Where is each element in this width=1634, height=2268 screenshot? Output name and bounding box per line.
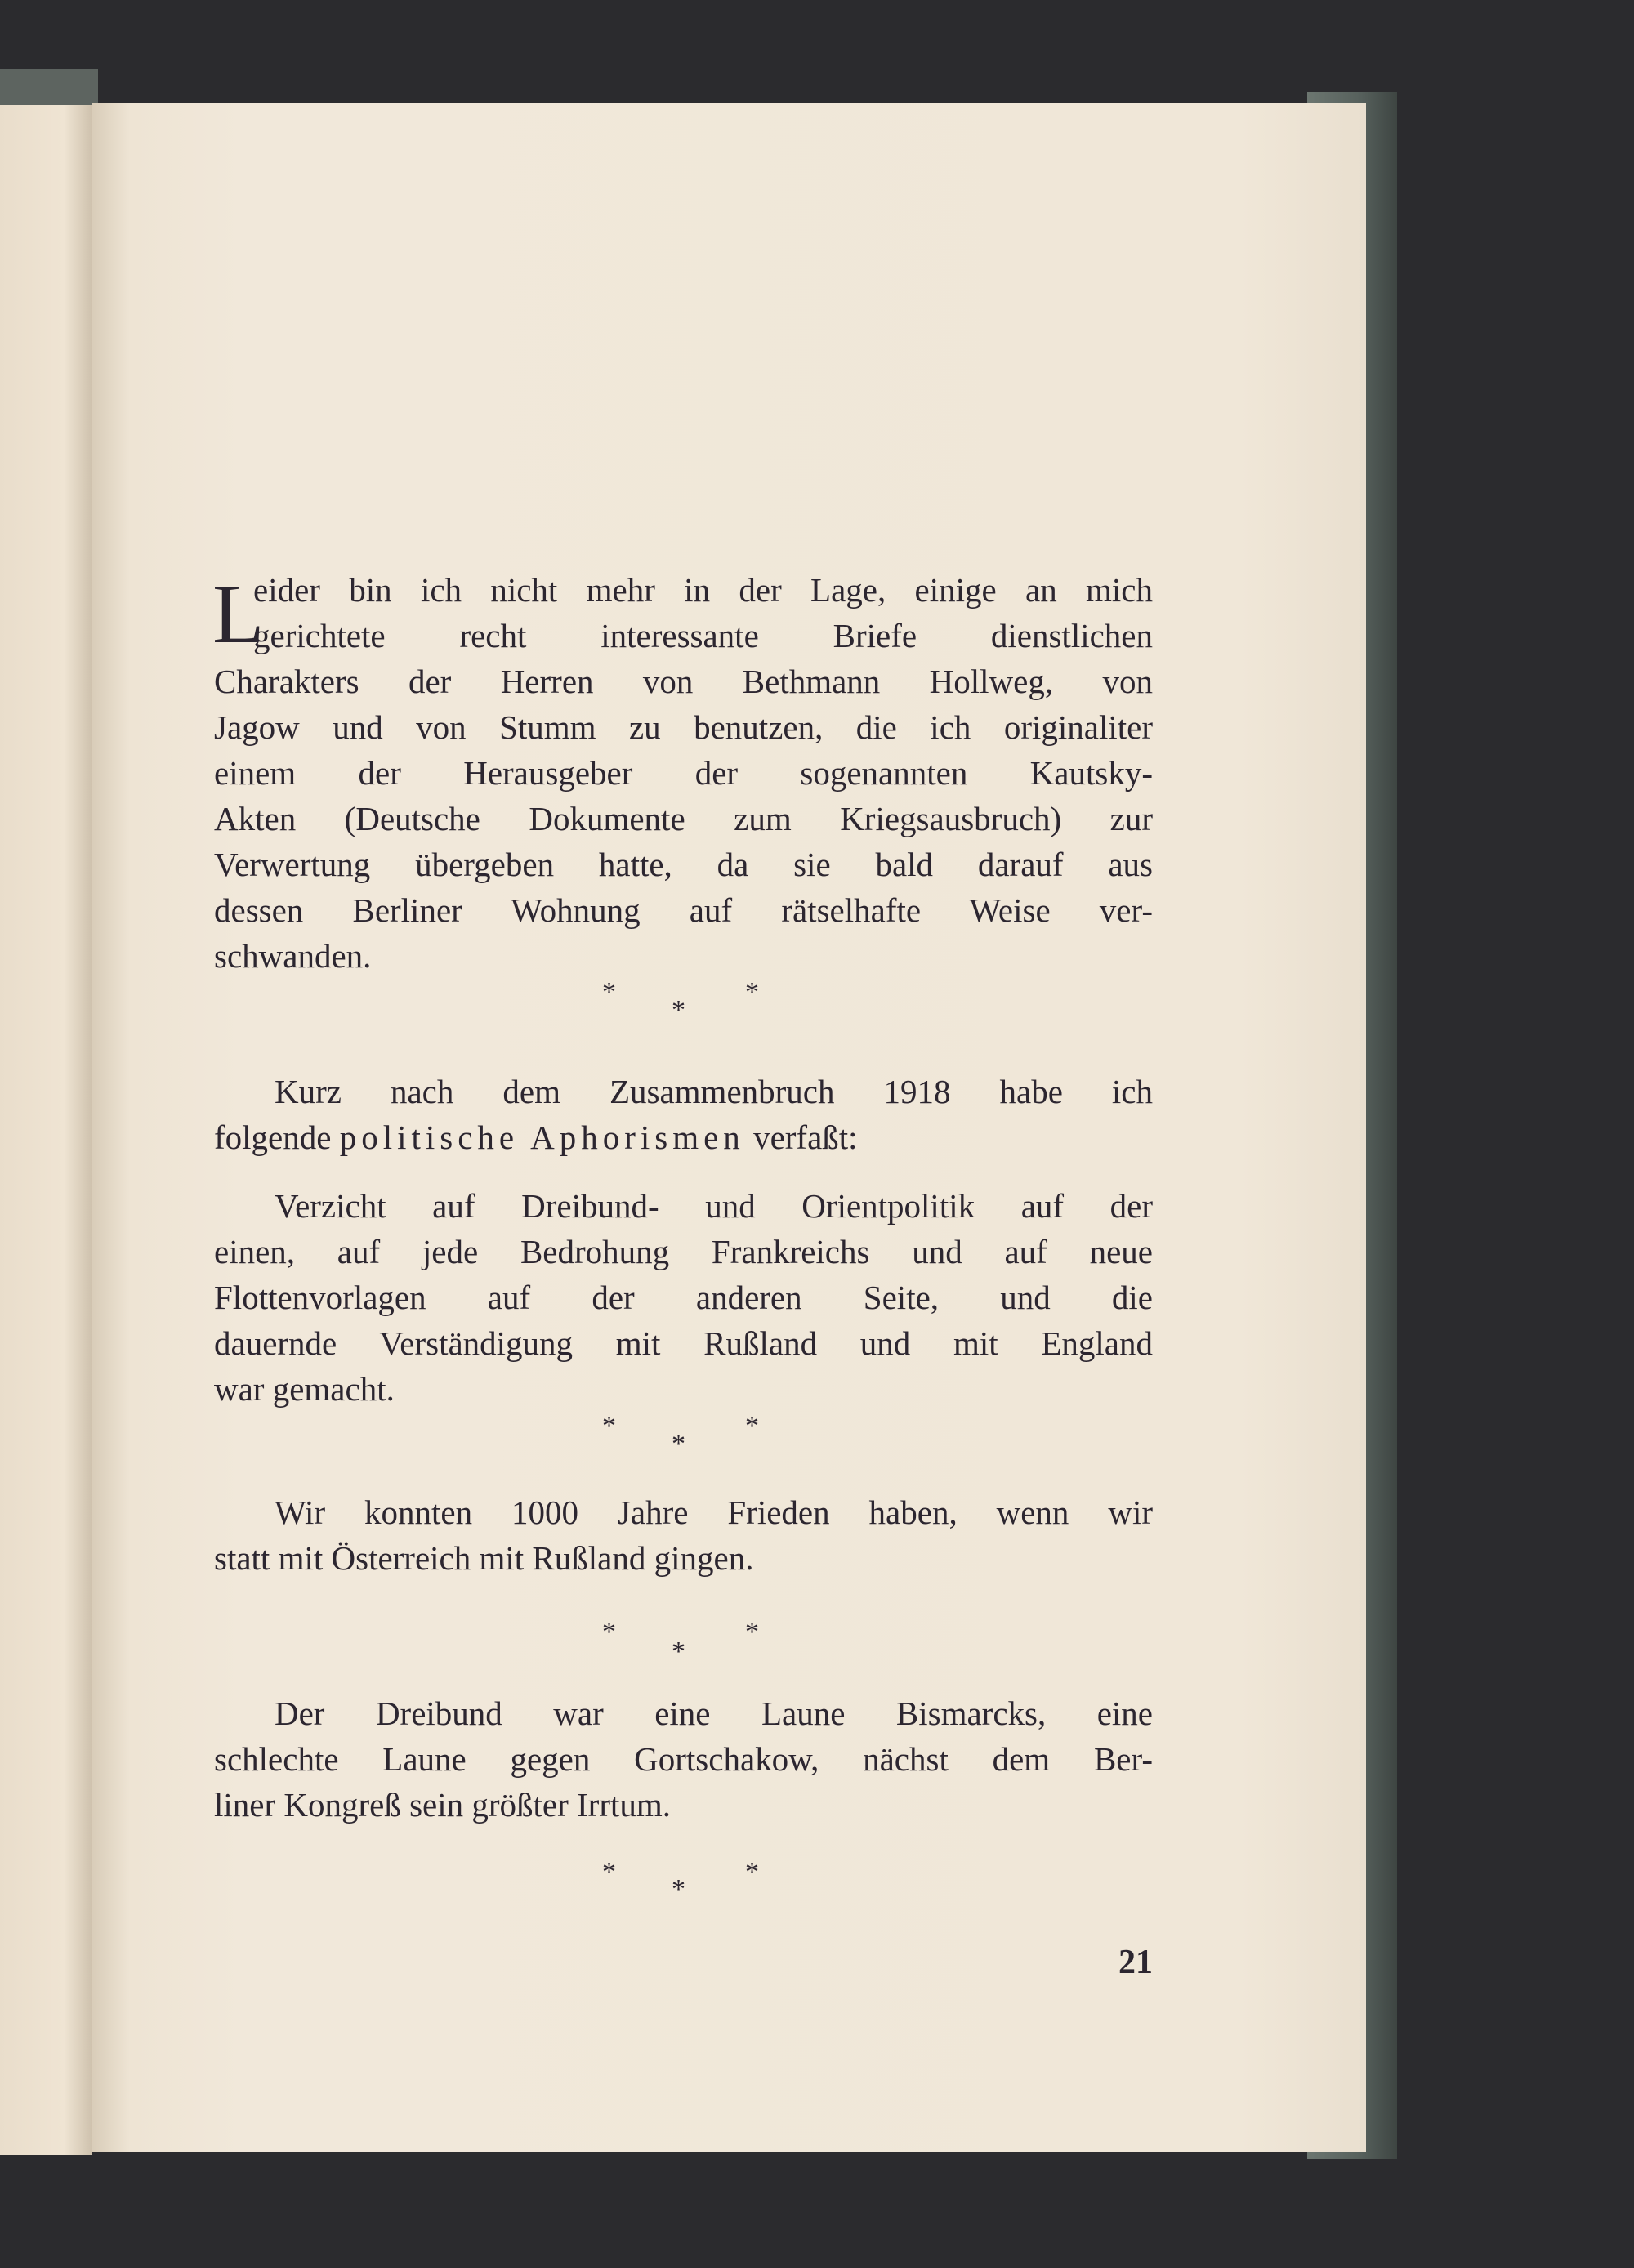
text-line: schwanden. — [214, 937, 372, 975]
text-line: schlechte Laune gegen Gortschakow, nächst dem Ber- — [214, 1740, 1153, 1778]
text-line: Jagow und von Stumm zu benutzen, die ich originaliter — [214, 708, 1153, 746]
text-segment: verfaßt: — [753, 1118, 858, 1156]
paragraph-3 — [214, 1183, 1153, 1412]
text-line: einem der Herausgeber der sogenannten Kautsky- — [214, 754, 1153, 792]
separator-star: * — [745, 977, 759, 1007]
text-line: Charakters der Herren von Bethmann Hollweg, von — [214, 663, 1153, 700]
text-line: Kurz nach dem Zusammenbruch 1918 habe ich — [275, 1073, 1153, 1110]
separator-star: * — [602, 1617, 616, 1647]
paragraph-2 — [214, 1069, 1153, 1160]
spaced-emphasis: politische Aphorismen — [339, 1118, 745, 1156]
left-page-edge — [0, 105, 92, 2155]
text-line: Der Dreibund war eine Laune Bismarcks, eine — [275, 1694, 1153, 1732]
separator-star: * — [672, 1636, 685, 1667]
separator-star: * — [745, 1857, 759, 1887]
text-line: Verwertung übergeben hatte, da sie bald darauf aus — [214, 846, 1153, 883]
text-line: gerichtete recht interessante Briefe dienstlichen — [253, 617, 1153, 654]
text-line: liner Kongreß sein größter Irrtum. — [214, 1786, 672, 1824]
separator-star: * — [602, 977, 616, 1007]
text-line: statt mit Österreich mit Rußland gingen. — [214, 1539, 754, 1577]
text-line: war gemacht. — [214, 1370, 395, 1408]
paragraph-5 — [214, 1690, 1153, 1828]
separator-star: * — [602, 1857, 616, 1887]
separator-star: * — [672, 995, 685, 1025]
separator-star: * — [672, 1429, 685, 1459]
separator-star: * — [745, 1411, 759, 1441]
text-line: dessen Berliner Wohnung auf rätselhafte Weise ver- — [214, 891, 1153, 929]
paragraph-1 — [214, 567, 1153, 979]
book-spine — [0, 69, 98, 106]
drop-cap: L — [212, 567, 265, 661]
text-line: dauernde Verständigung mit Rußland und mit England — [214, 1324, 1153, 1362]
separator-star: * — [672, 1874, 685, 1904]
text-line: Akten (Deutsche Dokumente zum Kriegsausbruch) zur — [214, 800, 1153, 837]
paragraph-4 — [214, 1489, 1153, 1581]
text-segment: folgende — [214, 1118, 332, 1156]
text-line: Verzicht auf Dreibund- und Orientpolitik auf der — [275, 1187, 1153, 1225]
separator-star: * — [602, 1411, 616, 1441]
text-line — [214, 1114, 1153, 1160]
text-line: eider bin ich nicht mehr in der Lage, einige an mich — [253, 571, 1153, 609]
text-line: einen, auf jede Bedrohung Frankreichs und auf neue — [214, 1233, 1153, 1270]
page-number: 21 — [1118, 1944, 1153, 1981]
separator-star: * — [745, 1617, 759, 1647]
text-line: Wir konnten 1000 Jahre Frieden haben, wenn wir — [275, 1493, 1153, 1531]
text-line: Flottenvorlagen auf der anderen Seite, und die — [214, 1279, 1153, 1316]
